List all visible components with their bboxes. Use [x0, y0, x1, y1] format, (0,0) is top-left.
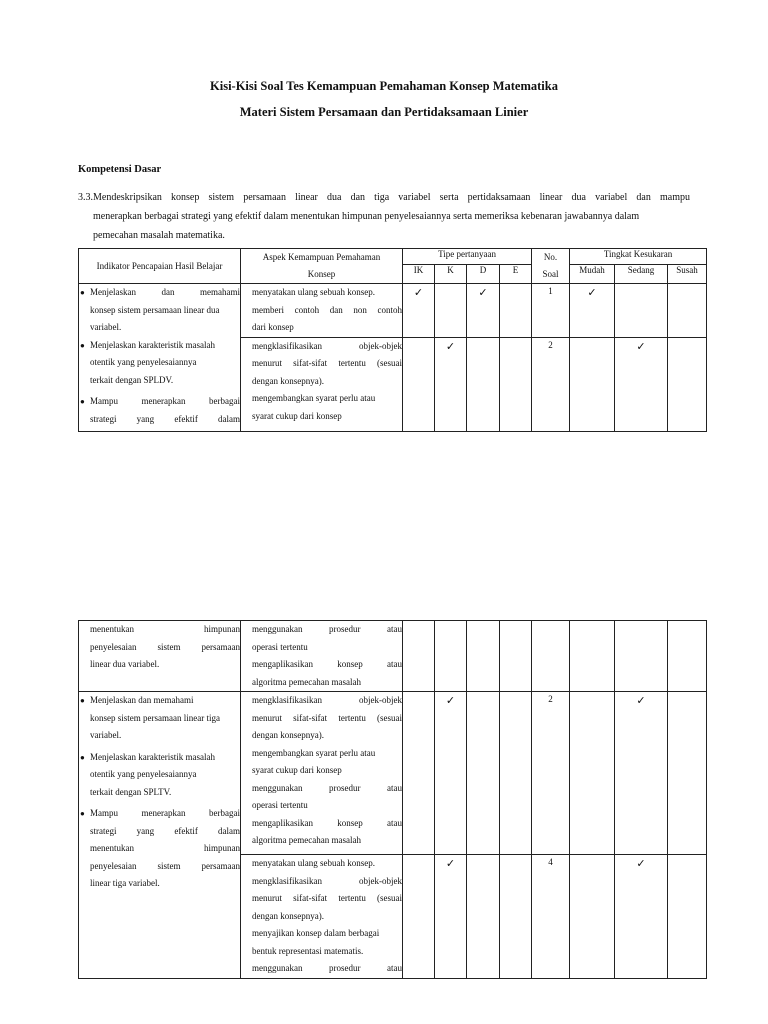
text-line: menyajikan konsep dalam berbagai	[252, 928, 380, 938]
aspect-item	[241, 302, 402, 337]
text-line: mengklasifikasikan objek-objek	[252, 340, 402, 351]
bullet: ●	[80, 340, 85, 350]
text-line: mengaplikasikan konsep atau	[252, 659, 402, 669]
aspect-cell	[241, 284, 403, 338]
cell-d	[467, 621, 500, 692]
bullet: ●	[80, 696, 85, 705]
text-line: dengan konsepnya).	[252, 375, 324, 386]
text-line: Menjelaskan dan memahami	[90, 287, 240, 297]
text-line: mengaplikasikan konsep atau	[252, 817, 402, 828]
bullet: ●	[80, 752, 85, 762]
aspect-cell	[241, 621, 403, 692]
question-number: 2	[532, 337, 570, 431]
bullet: ●	[80, 288, 85, 297]
text-line: memberi contoh dan non contoh	[252, 304, 402, 315]
cell-d	[467, 855, 500, 979]
text-line: mengembangkan syarat perlu atau	[252, 747, 376, 758]
check-k: ✓	[435, 692, 467, 855]
cell-hard	[668, 284, 707, 338]
text-line: syarat cukup dari konsep	[252, 765, 342, 775]
check-ik: ✓	[403, 284, 435, 338]
text-line: syarat cukup dari konsep	[252, 410, 342, 421]
section-heading: Kompetensi Dasar	[78, 164, 162, 175]
header-hard: Susah	[668, 264, 707, 283]
aspect-item	[241, 338, 402, 391]
text-line: penyelesaian sistem persamaan	[90, 641, 240, 652]
header-no	[532, 249, 570, 284]
cell-ik	[403, 621, 435, 692]
text-line: dari konsep	[252, 322, 294, 332]
aspect-item	[241, 925, 402, 960]
indicator-cell-spldv	[79, 284, 241, 432]
aspect-item	[241, 780, 402, 815]
question-number: 2	[532, 692, 570, 855]
text-line: strategi yang efektif dalam	[90, 825, 240, 836]
text-line: Mampu menerapkan berbagai	[90, 396, 240, 406]
text-line: menggunakan prosedur atau	[252, 624, 402, 634]
text-line: Menjelaskan dan memahami	[90, 695, 194, 705]
text-line: variabel.	[90, 322, 122, 332]
indicator-cell-spltv	[79, 692, 241, 979]
header-no-line-1: No.	[543, 252, 558, 262]
aspect-item	[241, 855, 402, 873]
text-line: dengan konsepnya).	[252, 730, 324, 740]
cell-e	[500, 337, 532, 431]
kd-line-1: 3.3.Mendeskripsikan konsep sistem persamaan linear dua dan tiga variabel serta pertidaksamaan linear dua variabel dan mampu	[78, 192, 690, 203]
document-subtitle: Materi Sistem Persamaan dan Pertidaksamaan Linier	[239, 105, 529, 119]
cell-hard	[668, 692, 707, 855]
check-medium: ✓	[615, 692, 668, 855]
cell-ik	[403, 855, 435, 979]
cell-ik	[403, 692, 435, 855]
header-no-line-2: Soal	[542, 269, 559, 279]
cell-e	[500, 621, 532, 692]
aspect-item	[241, 745, 402, 780]
text-line: operasi tertentu	[252, 800, 308, 810]
header-difficulty: Tingkat Kesukaran	[570, 249, 707, 265]
text-line: terkait dengan SPLTV.	[90, 786, 172, 797]
indicator-item-2	[79, 749, 240, 802]
text-line: mengembangkan syarat perlu atau	[252, 393, 376, 403]
cell-d	[467, 692, 500, 855]
text-line: linear dua variabel.	[90, 659, 160, 669]
header-ik: IK	[403, 264, 435, 283]
cell-medium	[615, 284, 668, 338]
check-k: ✓	[435, 337, 467, 431]
text-line: menyatakan ulang sebuah konsep.	[252, 287, 375, 297]
indicator-item-1	[79, 692, 240, 745]
grid-table-page-2	[78, 620, 707, 979]
indicator-item-3	[79, 805, 240, 893]
header-k: K	[435, 264, 467, 283]
text-line: konsep sistem persamaan linear dua	[90, 304, 220, 315]
aspect-item	[241, 390, 402, 425]
kd-line-2: menerapkan berbagai strategi yang efektif dalam menentukan himpunan penyelesaiannya serta memeriksa kebenaran jawabannya dalam	[93, 211, 640, 222]
cell-medium	[615, 621, 668, 692]
aspect-item	[241, 873, 402, 926]
header-aspect-line-2: Konsep	[307, 269, 336, 279]
cell-easy	[570, 621, 615, 692]
text-line: algoritma pemecahan masalah	[252, 676, 361, 687]
cell-no	[532, 621, 570, 692]
text-line: menurut sifat-sifat tertentu (sesuai	[252, 712, 402, 723]
text-line: menyatakan ulang sebuah konsep.	[252, 858, 375, 868]
text-line: otentik yang penyelesaiannya	[90, 357, 197, 367]
text-line: operasi tertentu	[252, 641, 308, 652]
check-d: ✓	[467, 284, 500, 338]
text-line: algoritma pemecahan masalah	[252, 835, 361, 845]
check-medium: ✓	[615, 337, 668, 431]
header-d: D	[467, 264, 500, 283]
cell-e	[500, 692, 532, 855]
aspect-item	[241, 621, 402, 656]
text-line: terkait dengan SPLDV.	[90, 374, 174, 385]
indicator-item-continued	[79, 621, 240, 674]
text-line: penyelesaian sistem persamaan	[90, 860, 240, 871]
cell-k	[435, 284, 467, 338]
kd-line-3: pemecahan masalah matematika.	[93, 230, 225, 241]
text-line: bentuk representasi matematis.	[252, 945, 364, 956]
aspect-item	[241, 960, 402, 978]
bullet: ●	[80, 809, 85, 818]
text-line: Menjelaskan karakteristik masalah	[90, 339, 215, 350]
check-k: ✓	[435, 855, 467, 979]
text-line: otentik yang penyelesaiannya	[90, 769, 197, 779]
check-medium: ✓	[615, 855, 668, 979]
question-number: 1	[532, 284, 570, 338]
indicator-item-1	[79, 284, 240, 337]
text-line: menentukan himpunan	[90, 624, 240, 634]
document-title: Kisi-Kisi Soal Tes Kemampuan Pemahaman Konsep Matematika	[210, 79, 558, 93]
text-line: Menjelaskan karakteristik masalah	[90, 751, 215, 762]
cell-easy	[570, 337, 615, 431]
aspect-item	[241, 815, 402, 850]
text-line: Mampu menerapkan berbagai	[90, 808, 240, 818]
text-line: linear tiga variabel.	[90, 878, 160, 888]
text-line: variabel.	[90, 730, 122, 740]
cell-hard	[668, 855, 707, 979]
header-e: E	[500, 264, 532, 283]
text-line: mengklasifikasikan objek-objek	[252, 695, 402, 705]
cell-ik	[403, 337, 435, 431]
header-question-type: Tipe pertanyaan	[403, 249, 532, 265]
grid-table-page-1	[78, 248, 707, 432]
cell-e	[500, 855, 532, 979]
header-aspect-line-1: Aspek Kemampuan Pemahaman	[262, 252, 381, 262]
header-indicator: Indikator Pencapaian Hasil Belajar	[79, 249, 241, 284]
text-line: menentukan himpunan	[90, 843, 240, 853]
text-line: menurut sifat-sifat tertentu (sesuai	[252, 893, 402, 903]
cell-hard	[668, 337, 707, 431]
text-line: menggunakan prosedur atau	[252, 782, 402, 793]
aspect-item	[241, 692, 402, 745]
text-line: menggunakan prosedur atau	[252, 963, 402, 973]
text-line: dengan konsepnya).	[252, 910, 324, 921]
cell-easy	[570, 855, 615, 979]
indicator-item-2	[79, 337, 240, 390]
aspect-item	[241, 284, 402, 302]
aspect-cell	[241, 855, 403, 979]
question-number: 4	[532, 855, 570, 979]
text-line: menurut sifat-sifat tertentu (sesuai	[252, 358, 402, 368]
cell-d	[467, 337, 500, 431]
text-line: konsep sistem persamaan linear tiga	[90, 712, 220, 723]
text-line: mengklasifikasikan objek-objek	[252, 875, 402, 886]
bullet: ●	[80, 397, 85, 406]
check-easy: ✓	[570, 284, 615, 338]
aspect-cell	[241, 692, 403, 855]
aspect-cell	[241, 337, 403, 431]
header-aspect	[241, 249, 403, 284]
indicator-item-3	[79, 393, 240, 428]
header-medium: Sedang	[615, 264, 668, 283]
header-easy: Mudah	[570, 264, 615, 283]
aspect-item	[241, 656, 402, 691]
cell-hard	[668, 621, 707, 692]
text-line: strategi yang efektif dalam	[90, 413, 240, 424]
indicator-cell-continued	[79, 621, 241, 692]
cell-k	[435, 621, 467, 692]
cell-e	[500, 284, 532, 338]
cell-easy	[570, 692, 615, 855]
